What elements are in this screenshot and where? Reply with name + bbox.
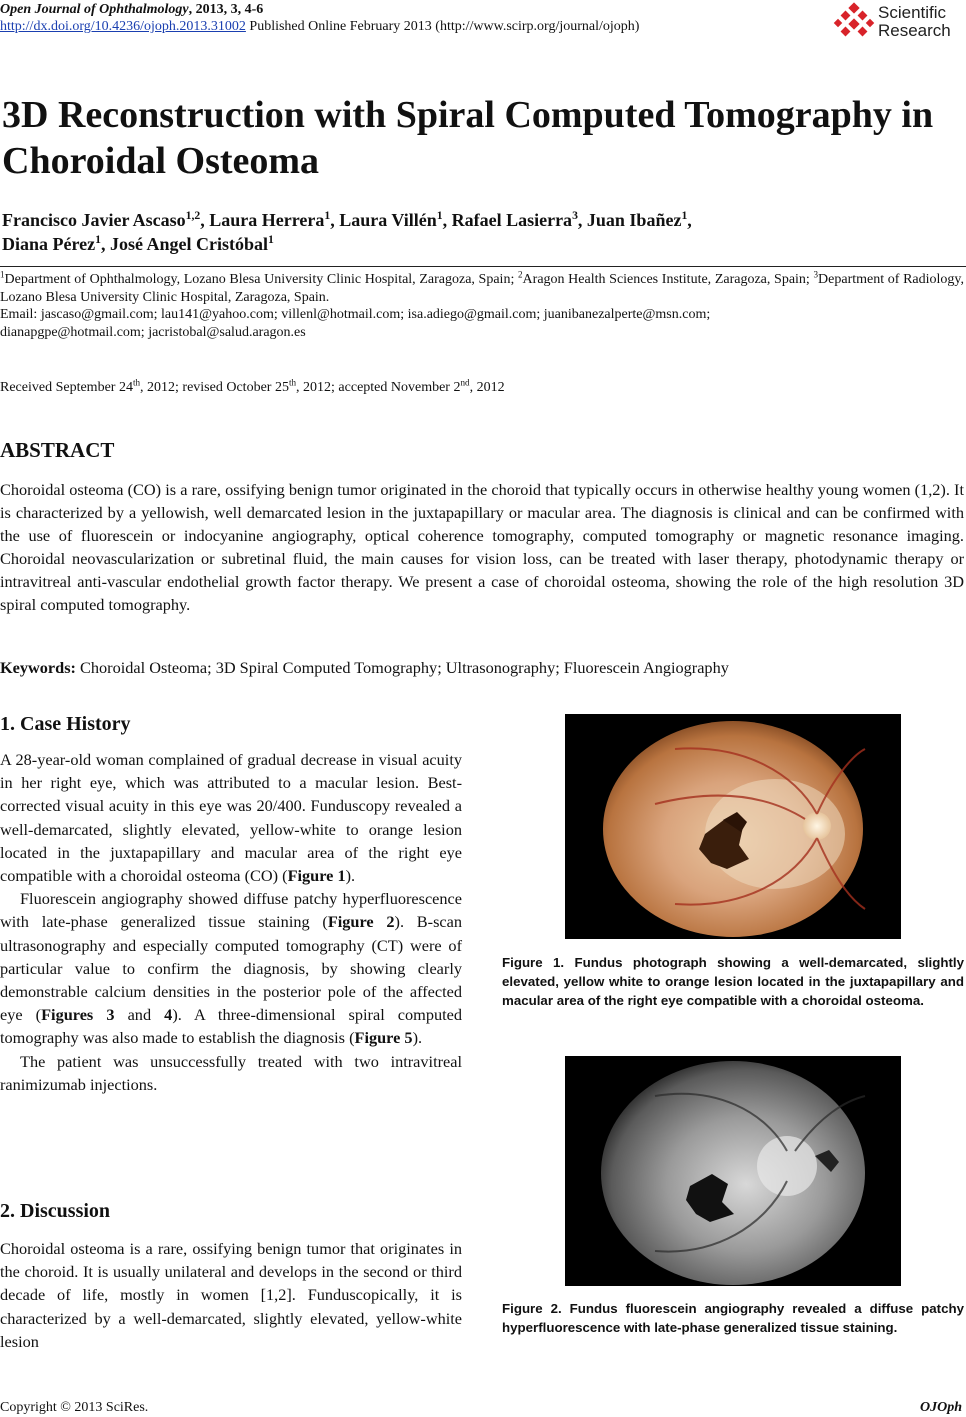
- affil-2: Aragon Health Sciences Institute, Zaragoza, Spain;: [522, 272, 814, 287]
- author-affil: 1: [95, 233, 101, 246]
- paragraph: Choroidal osteoma is a rare, ossifying benign tumor that originates in the choroid. It is usually unilateral and develops in the second or third decade of life, mostly in women [1,2]. Funduscopically, it is characterized by a well-demarcated, slightly elevated, yellow-white lesion: [0, 1239, 462, 1351]
- paragraph: [0, 748, 462, 887]
- author-list: Francisco Javier Ascaso$^{1,2}$, Laura Herrera$^1$, Laura Villén$^1$, Rafael Lasierra$^3$, Juan Ibañez$^1$, Diana Pérez$^1$, José Angel Cristóbal$^1$: [2, 209, 692, 254]
- author: Laura Herrera: [209, 210, 325, 230]
- paragraph: [0, 887, 462, 1049]
- section-heading-discussion: 2. Discussion: [0, 1200, 111, 1222]
- publisher-logo: [832, 2, 960, 42]
- divider: [0, 266, 966, 267]
- received-text: Received September 24: [0, 380, 133, 395]
- text: ).: [412, 1028, 423, 1048]
- journal-name: Open Journal of Ophthalmology: [0, 2, 189, 17]
- logo-line-1: Scientific: [878, 3, 947, 22]
- author: Diana Pérez: [2, 234, 96, 254]
- text: and: [114, 1005, 165, 1025]
- affil-1: Department of Ophthalmology, Lozano Blesa University Clinic Hospital, Zaragoza, Spain;: [4, 272, 518, 287]
- figure-ref[interactable]: Figures 3: [41, 1005, 115, 1025]
- figure-ref[interactable]: Figure 5: [354, 1028, 413, 1048]
- logo-line-2: Research: [878, 21, 951, 40]
- year-text: , 2012: [469, 380, 505, 395]
- author-affil: 1: [681, 209, 688, 222]
- journal-issue: , 2013, 3, 4-6: [188, 2, 264, 17]
- affil-number: 2: [518, 269, 523, 280]
- discussion-body: [0, 1237, 462, 1353]
- keywords: [0, 656, 964, 679]
- scientific-research-logo-icon: [832, 2, 876, 42]
- figure-2-caption: Figure 2. Fundus fluorescein angiography revealed a diffuse patchy hyperfluorescence with late-phase generalized tissue staining.: [502, 1301, 964, 1335]
- paper-title: 3D Reconstruction with Spiral Computed Tomography in Choroidal Osteoma: [2, 94, 934, 182]
- paragraph: The patient was unsuccessfully treated with two intravitreal ranimizumab injections.: [0, 1051, 462, 1094]
- received-dates: [0, 379, 505, 396]
- logo-text: [878, 4, 951, 40]
- affiliation-text: [0, 271, 964, 306]
- running-header: [0, 1, 639, 35]
- author: Juan Ibañez: [586, 210, 682, 230]
- text: ). A three-dimensional spiral computed tomography was also made to establish the diagnosis (: [0, 1005, 463, 1048]
- email-line-2: dianapgpe@hotmail.com; jacristobal@salud.aragon.es: [0, 324, 306, 340]
- page-footer: [0, 1400, 966, 1416]
- doi-link[interactable]: http://dx.doi.org/10.4236/ojoph.2013.31002: [0, 19, 246, 34]
- text: ). B-scan ultrasonography and especially computed tomography (CT) were of particular value to confirm the diagnosis, by showing clearly demonstrable calcium densities in the posterior pole of the affected eye (: [0, 912, 463, 1025]
- email-line-1: Email: jascaso@gmail.com; lau141@yahoo.com; villenl@hotmail.com; isa.adiego@gmail.com; juanibanezalperte@msn.com;: [0, 307, 711, 322]
- author-affil: 3: [572, 209, 578, 222]
- author-affil: 1,2: [185, 209, 201, 222]
- author: Francisco Javier Ascaso: [2, 210, 186, 230]
- author: Laura Villén: [339, 210, 437, 230]
- figure-2-angiography: [565, 1056, 901, 1286]
- case-history-body: [0, 748, 462, 1096]
- text: ).: [345, 866, 356, 886]
- figure-ref[interactable]: 4: [164, 1005, 173, 1025]
- ordinal: th: [132, 377, 141, 388]
- text: A 28-year-old woman complained of gradual decrease in visual acuity in her right eye, which was attributed to a macular lesion. Best-corrected visual acuity in this eye was 20/400. Funduscopy revealed a well-demarcated, slightly elevated, yellow-white to orange lesion located in the juxtapapillary and macular area of the right eye compatible with a choroidal osteoma (CO) (: [0, 750, 462, 886]
- journal-abbreviation: OJOph: [919, 1400, 962, 1415]
- ordinal: th: [288, 377, 297, 388]
- abstract-heading: ABSTRACT: [0, 438, 115, 462]
- affil-3: Department of Radiology, Lozano Blesa University Clinic Hospital, Zaragoza, Spain.: [0, 272, 965, 305]
- author-affil: 1: [324, 209, 331, 222]
- keywords-label: Keywords:: [0, 658, 76, 677]
- author-affil: 1: [436, 209, 443, 222]
- affil-number: 3: [813, 269, 819, 280]
- figure-ref[interactable]: Figure 1: [287, 866, 346, 886]
- affiliations: [0, 271, 964, 341]
- published-info: Published Online February 2013 (http://www.scirp.org/journal/ojoph): [245, 19, 640, 34]
- author: José Angel Cristóbal: [109, 234, 268, 254]
- section-heading-case-history: 1. Case History: [0, 713, 131, 735]
- abstract-body: Choroidal osteoma (CO) is a rare, ossifying benign tumor originated in the choroid that typically occurs in otherwise healthy young women (1,2). It is characterized by a yellowish, well demarcated lesion in the juxtapapillary or macular area. The diagnosis is clinical and can be confirmed with the use of fluorescein or indocyanine angiography, optical coherence tomography, computed tomography or magnetic resonance imaging. Choroidal neovascularization or subretinal fluid, the main causes for vision loss, can be treated with laser therapy, photodynamic therapy or intravitreal anti-vascular endothelial growth factor therapy. We present a case of choroidal osteoma, showing the role of the high resolution 3D spiral computed tomography.: [0, 480, 964, 614]
- text: Fluorescein angiography showed diffuse patchy hyperfluorescence with late-phase generalized tissue staining (: [0, 889, 462, 932]
- figure-ref[interactable]: Figure 2: [327, 912, 395, 932]
- author: Rafael Lasierra: [451, 210, 573, 230]
- keywords-list: Choroidal Osteoma; 3D Spiral Computed Tomography; Ultrasonography; Fluorescein Angiography: [75, 658, 729, 677]
- affil-number: 1: [0, 269, 5, 280]
- author-affil: 1: [268, 233, 274, 246]
- accepted-text: , 2012; accepted November 2: [296, 380, 461, 395]
- ordinal: nd: [460, 377, 470, 388]
- figure-1-fundus-photo: [565, 714, 901, 939]
- figure-1-caption: Figure 1. Fundus photograph showing a well-demarcated, slightly elevated, yellow white to orange lesion located in the juxtapapillary and macular area of the right eye compatible with a choroidal osteoma.: [502, 955, 964, 1008]
- copyright: Copyright © 2013 SciRes.: [0, 1400, 149, 1415]
- revised-text: , 2012; revised October 25: [140, 380, 289, 395]
